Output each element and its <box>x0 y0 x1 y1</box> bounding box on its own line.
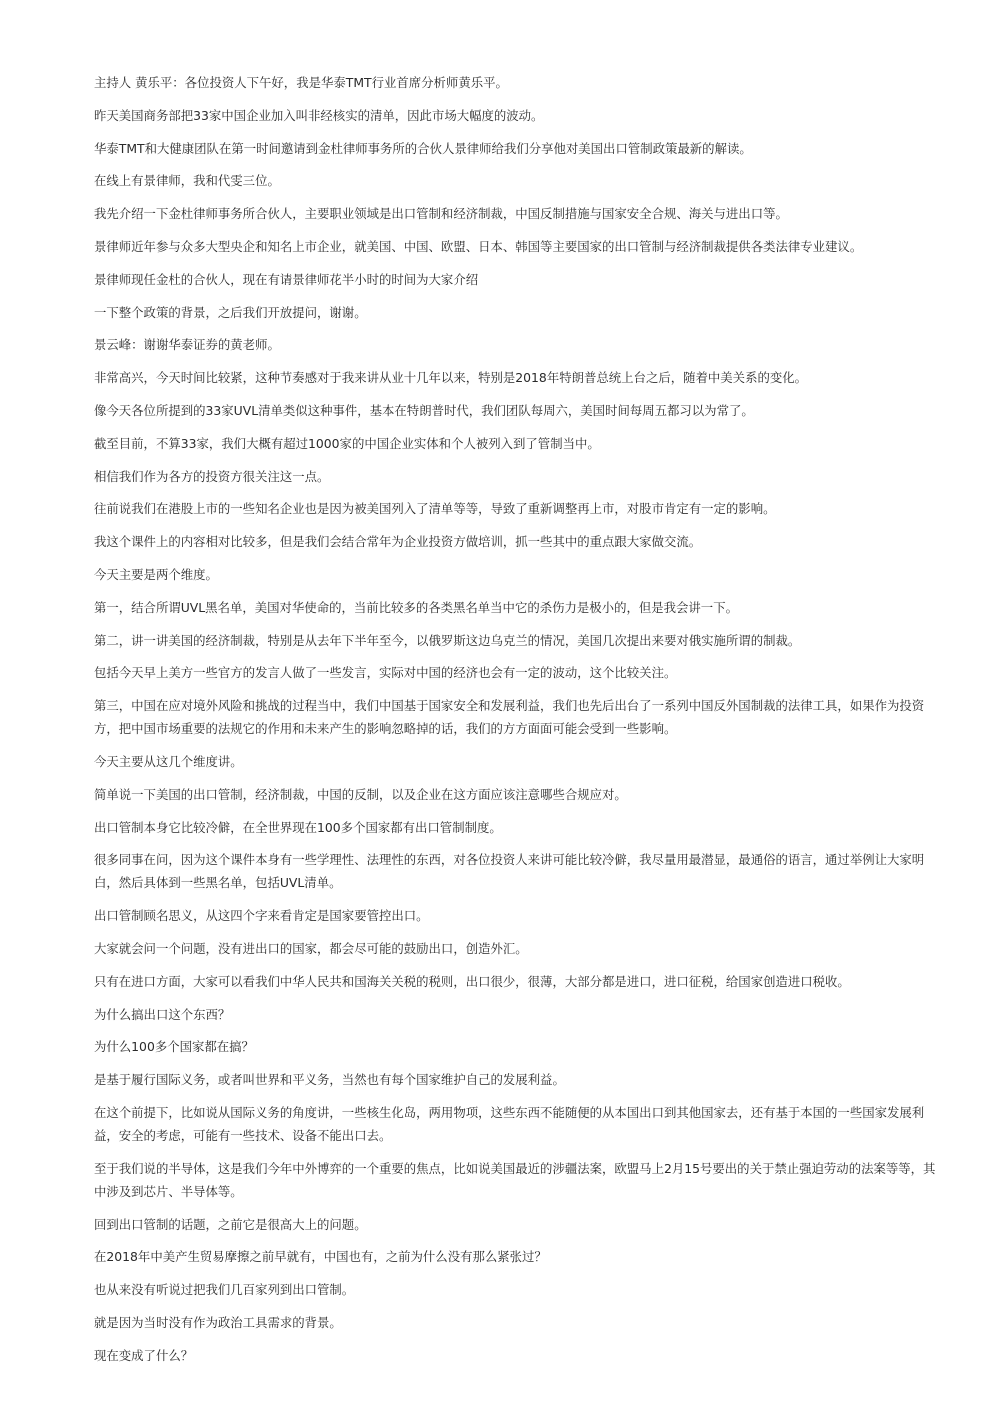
paragraph: 我先介绍一下金杜律师事务所合伙人，主要职业领域是出口管制和经济制裁，中国反制措施与国家安全合规、海关与进出口等。 <box>94 206 788 222</box>
paragraph: 今天主要从这几个维度讲。 <box>94 753 243 769</box>
paragraph: 出口管制本身它比较冷僻，在全世界现在100多个国家都有出口管制制度。 <box>94 819 502 835</box>
document-body <box>94 71 944 1376</box>
paragraph: 华泰TMT和大健康团队在第一时间邀请到金杜律师事务所的合伙人景律师给我们分享他对美国出口管制政策最新的解读。 <box>94 140 752 156</box>
paragraph: 一下整个政策的背景，之后我们开放提问，谢谢。 <box>94 304 367 320</box>
paragraph: 为什么搞出口这个东西？ <box>94 1006 231 1022</box>
paragraph: 景云峰：谢谢华泰证券的黄老师。 <box>94 337 280 353</box>
paragraph: 截至目前，不算33家，我们大概有超过1000家的中国企业实体和个人被列入到了管制当中。 <box>94 435 600 451</box>
paragraph: 第二，讲一讲美国的经济制裁，特别是从去年下半年至今，以俄罗斯这边乌克兰的情况，美国几次提出来要对俄实施所谓的制裁。 <box>94 632 801 648</box>
paragraph: 回到出口管制的话题，之前它是很高大上的问题。 <box>94 1216 367 1232</box>
paragraph: 第一，结合所谓UVL黑名单，美国对华使命的，当前比较多的各类黑名单当中它的杀伤力是极小的，但是我会讲一下。 <box>94 599 738 615</box>
paragraph: 景律师近年参与众多大型央企和知名上市企业，就美国、中国、欧盟、日本、韩国等主要国家的出口管制与经济制裁提供各类法律专业建议。 <box>94 238 863 254</box>
paragraph: 在线上有景律师，我和代雯三位。 <box>94 173 280 189</box>
paragraph: 出口管制顾名思义，从这四个字来看肯定是国家要管控出口。 <box>94 908 429 924</box>
paragraph: 也从来没有听说过把我们几百家列到出口管制。 <box>94 1282 355 1298</box>
paragraph: 像今天各位所提到的33家UVL清单类似这种事件，基本在特朗普时代，我们团队每周六，美国时间每周五都习以为常了。 <box>94 402 754 418</box>
paragraph: 大家就会问一个问题，没有进出口的国家，都会尽可能的鼓励出口，创造外汇。 <box>94 940 528 956</box>
paragraph: 相信我们作为各方的投资方很关注这一点。 <box>94 468 330 484</box>
paragraph: 第三，中国在应对境外风险和挑战的过程当中，我们中国基于国家安全和发展利益，我们也先后出台了一系列中国反外国制裁的法律工具，如果作为投资方，把中国市场重要的法规它的作用和未来产生的影响忽略掉的话，我们的方方面面可能会受到一些影响。 <box>94 698 925 737</box>
paragraph: 主持人 黄乐平：各位投资人下午好，我是华泰TMT行业首席分析师黄乐平。 <box>94 75 508 90</box>
paragraph: 非常高兴，今天时间比较紧，这种节奏感对于我来讲从业十几年以来，特别是2018年特朗普总统上台之后，随着中美关系的变化。 <box>94 370 808 386</box>
paragraph: 在这个前提下，比如说从国际义务的角度讲，一些核生化岛，两用物项，这些东西不能随便的从本国出口到其他国家去，还有基于本国的一些国家发展利益，安全的考虑，可能有一些技术、设备不能出口去。 <box>94 1104 925 1143</box>
paragraph: 在2018年中美产生贸易摩擦之前早就有，中国也有，之前为什么没有那么紧张过？ <box>94 1249 547 1265</box>
paragraph: 就是因为当时没有作为政治工具需求的背景。 <box>94 1314 342 1330</box>
paragraph: 往前说我们在港股上市的一些知名企业也是因为被美国列入了清单等等，导致了重新调整再上市，对股市肯定有一定的影响。 <box>94 501 776 517</box>
paragraph: 简单说一下美国的出口管制，经济制裁，中国的反制，以及企业在这方面应该注意哪些合规应对。 <box>94 786 627 802</box>
paragraph: 我这个课件上的内容相对比较多，但是我们会结合常年为企业投资方做培训，抓一些其中的重点跟大家做交流。 <box>94 534 702 550</box>
paragraph: 包括今天早上美方一些官方的发言人做了一些发言，实际对中国的经济也会有一定的波动，这个比较关注。 <box>94 665 677 681</box>
paragraph: 很多同事在问，因为这个课件本身有一些学理性、法理性的东西，对各位投资人来讲可能比较冷僻，我尽量用最潜显，最通俗的语言，通过举例让大家明白，然后具体到一些黑名单，包括UVL清单。 <box>94 852 925 891</box>
paragraph: 昨天美国商务部把33家中国企业加入叫非经核实的清单，因此市场大幅度的波动。 <box>94 107 544 123</box>
paragraph: 是基于履行国际义务，或者叫世界和平义务，当然也有每个国家维护自己的发展利益。 <box>94 1072 565 1088</box>
paragraph: 今天主要是两个维度。 <box>94 566 218 582</box>
paragraph: 只有在进口方面，大家可以看我们中华人民共和国海关关税的税则，出口很少，很薄，大部分都是进口，进口征税，给国家创造进口税收。 <box>94 973 850 989</box>
paragraph: 景律师现任金杜的合伙人，现在有请景律师花半小时的时间为大家介绍 <box>94 271 479 287</box>
paragraph: 为什么100多个国家都在搞？ <box>94 1039 254 1055</box>
paragraph: 至于我们说的半导体，这是我们今年中外博弈的一个重要的焦点，比如说美国最近的涉疆法案，欧盟马上2月15号要出的关于禁止强迫劳动的法案等等，其中涉及到芯片、半导体等。 <box>94 1160 936 1199</box>
paragraph: 现在变成了什么？ <box>94 1347 194 1363</box>
